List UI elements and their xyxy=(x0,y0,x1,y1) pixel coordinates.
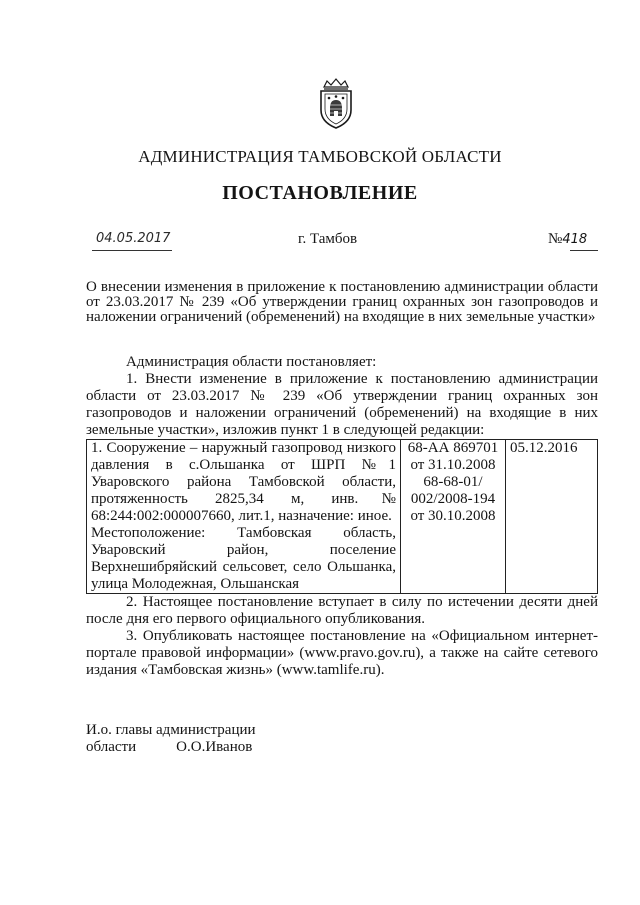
clause-2: 2. Настоящее постановление вступает в силу по истечении десяти дней после дня его первого официального опубликования. xyxy=(86,594,598,627)
number-underline xyxy=(570,250,598,251)
clause-3: 3. Опубликовать настоящее постановление на «Официальном интернет-портале правовой информации» (www.pravo.gov.ru), а также на сайте сетевого издания «Тамбовская жизнь» (www.tamlife.ru). xyxy=(86,628,598,678)
registration-line: от 31.10.2008 xyxy=(410,457,496,473)
signatory-title: И.о. главы администрации xyxy=(86,722,256,738)
signatory-title-line2 xyxy=(86,739,256,756)
resolution-intro: Администрация области постановляет: xyxy=(126,354,377,370)
organization-name: АДМИНИСТРАЦИЯ ТАМБОВСКОЙ ОБЛАСТИ xyxy=(138,147,502,166)
registration-line: 68-АА 869701 xyxy=(407,440,499,456)
table-row xyxy=(87,440,598,594)
object-description: 1. Сооружение – наружный газопровод низкого давления в с.Ольшанка от ШРП №1 Уваровского района Тамбовской области, протяженность 2825,34 м, инв.№ 68:244:002:000007660, лит.1, назначение: иное. xyxy=(91,440,396,524)
registration-line: от 30.10.2008 xyxy=(410,508,496,524)
table-cell-date: 05.12.2016 xyxy=(506,440,598,594)
registration-line: 68-68-01/ xyxy=(423,474,483,490)
coat-of-arms-icon xyxy=(316,78,356,130)
signatory-name: О.О.Иванов xyxy=(176,739,253,755)
signatory-region: области xyxy=(86,739,137,755)
document-subject: О внесении изменения в приложение к постановлению администрации области от 23.03.2017 № 239 «Об утверждении границ охранных зон газопроводов и наложении ограничений (обременений) на входящие в них земельные участки» xyxy=(86,279,598,325)
object-location: Местоположение: Тамбовская область, Уваровский район, поселение Верхнешибряйский сельсовет, село Ольшанка, улица Молодежная, Ольшанская xyxy=(91,525,396,592)
table-cell-registration xyxy=(401,440,506,594)
number-value: 418 xyxy=(562,232,588,247)
document-body xyxy=(86,354,598,679)
clause-1: 1. Внести изменение в приложение к постановлению администрации области от 23.03.2017 № 239 «Об утверждении границ охранных зон газопроводов и наложении ограничений (обременений) на входящие в них земельные участки», изложив пункт 1 в следующей редакции: xyxy=(86,371,598,438)
document-city: г. Тамбов xyxy=(298,231,358,247)
document-number xyxy=(548,231,587,248)
date-underline xyxy=(92,250,172,251)
table-cell-description xyxy=(87,440,401,594)
amendment-table xyxy=(86,439,598,594)
signature-block xyxy=(86,722,256,756)
document-date: 04.05.2017 xyxy=(96,231,171,246)
number-prefix: № xyxy=(548,231,563,247)
registration-line: 002/2008-194 xyxy=(410,491,496,507)
document-type-title: ПОСТАНОВЛЕНИЕ xyxy=(222,182,418,204)
